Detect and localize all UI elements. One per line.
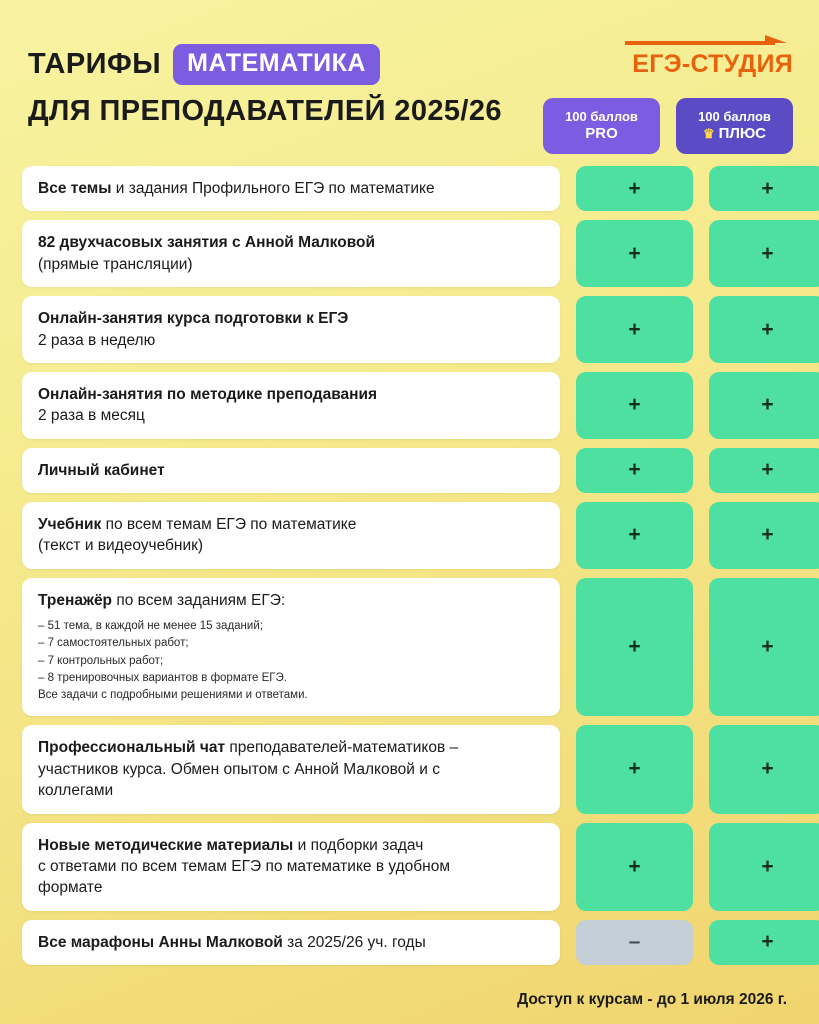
- table-row: [22, 448, 797, 493]
- feature-cell: [22, 166, 560, 211]
- plan-plus-name: ПЛЮС: [718, 124, 767, 142]
- feature-sub-item: – 8 тренировочных вариантов в формате ЕГЭ.: [38, 671, 287, 684]
- plan-header-row: [543, 98, 793, 154]
- feature-cell: [22, 725, 560, 813]
- feature-title-strong: Все темы: [38, 180, 112, 197]
- table-row: [22, 372, 797, 439]
- feature-sub-item: – 7 контрольных работ;: [38, 654, 164, 667]
- availability-cell-pro: +: [576, 578, 693, 717]
- feature-sub-item: – 7 самостоятельных работ;: [38, 637, 189, 650]
- feature-line-2: 2 раза в месяц: [38, 407, 145, 425]
- feature-rows: [22, 166, 797, 965]
- plan-header-pro[interactable]: [543, 98, 660, 154]
- brand-logo: [625, 34, 793, 79]
- subject-badge: МАТЕМАТИКА: [173, 44, 380, 85]
- availability-cell-pro: +: [576, 220, 693, 287]
- table-row: [22, 823, 797, 911]
- feature-sub-list: [38, 618, 544, 704]
- feature-line-3: формате: [38, 879, 103, 897]
- feature-title-rest: за 2025/26 уч. годы: [282, 933, 426, 951]
- page-title: [28, 44, 502, 128]
- availability-cell-plus: +: [709, 296, 819, 363]
- availability-cell-pro: +: [576, 725, 693, 813]
- table-row: [22, 920, 797, 965]
- plan-pro-bottom-label: [585, 125, 618, 142]
- availability-cell-plus: +: [709, 823, 819, 911]
- feature-line-2: (прямые трансляции): [38, 255, 193, 273]
- table-row: [22, 220, 797, 287]
- availability-cell-plus: +: [709, 578, 819, 717]
- title-main-text: ТАРИФЫ: [28, 48, 162, 80]
- feature-title: [38, 232, 544, 253]
- feature-title: [38, 514, 544, 535]
- feature-title-strong: Все марафоны Анны Малковой: [38, 933, 283, 951]
- feature-title-rest: преподавателей-математиков –: [225, 739, 459, 757]
- availability-cell-plus: +: [709, 220, 819, 287]
- feature-title: [38, 590, 544, 611]
- feature-title: [38, 932, 544, 953]
- feature-title: [38, 835, 544, 856]
- feature-cell: [22, 372, 560, 439]
- plan-plus-bottom-label: [703, 125, 766, 142]
- feature-line-2: с ответами по всем темам ЕГЭ по математике в удобном: [38, 857, 450, 875]
- feature-title-strong: Онлайн-занятия по методике преподавания: [38, 385, 378, 403]
- feature-title: [38, 178, 544, 199]
- feature-line-2: 2 раза в неделю: [38, 331, 156, 349]
- feature-cell: [22, 296, 560, 363]
- feature-title-strong: Учебник: [38, 516, 102, 533]
- feature-title-strong: Тренажёр: [38, 591, 113, 609]
- feature-cell: [22, 502, 560, 569]
- feature-title: [38, 737, 544, 758]
- feature-title-rest: и подборки задач: [293, 836, 424, 854]
- title-second-line: ДЛЯ ПРЕПОДАВАТЕЛЕЙ 2025/26: [28, 95, 502, 127]
- table-row: [22, 578, 797, 717]
- availability-cell-pro: +: [576, 823, 693, 911]
- feature-cell: [22, 920, 560, 965]
- feature-title-rest: по всем темам ЕГЭ по математике: [101, 516, 357, 533]
- feature-line-2: (текст и видеоучебник): [38, 537, 204, 555]
- feature-cell: [22, 448, 560, 493]
- plan-plus-top-label: 100 баллов: [698, 108, 771, 124]
- feature-title-strong: 82 двухчасовых занятия с Анной Малковой: [38, 234, 376, 252]
- availability-cell-pro: +: [576, 372, 693, 439]
- feature-title: [38, 384, 544, 405]
- availability-cell-plus: +: [709, 502, 819, 569]
- feature-line-2: участников курса. Обмен опытом с Анной Малковой и с: [38, 760, 440, 778]
- feature-sub-item: – 51 тема, в каждой не менее 15 заданий;: [38, 620, 263, 633]
- feature-title: [38, 460, 544, 481]
- table-row: [22, 725, 797, 813]
- brand-name: ЕГЭ-СТУДИЯ: [632, 50, 793, 78]
- feature-cell: [22, 220, 560, 287]
- plan-pro-top-label: 100 баллов: [565, 108, 638, 124]
- feature-cell: [22, 823, 560, 911]
- availability-cell-plus: +: [709, 920, 819, 965]
- page-header: [22, 26, 797, 156]
- availability-cell-pro: +: [576, 448, 693, 493]
- availability-cell-pro: +: [576, 502, 693, 569]
- table-row: [22, 166, 797, 211]
- arrow-right-icon: [625, 34, 793, 48]
- table-row: [22, 502, 797, 569]
- access-note: Доступ к курсам - до 1 июля 2026 г.: [517, 991, 787, 1008]
- table-row: [22, 296, 797, 363]
- feature-title-rest: и задания Профильного ЕГЭ по математике: [111, 180, 435, 197]
- feature-title-rest: по всем заданиям ЕГЭ:: [112, 591, 286, 609]
- feature-title-strong: Онлайн-занятия курса подготовки к ЕГЭ: [38, 310, 349, 328]
- title-first-line: [28, 44, 502, 85]
- availability-cell-plus: +: [709, 725, 819, 813]
- feature-title-strong: Личный кабинет: [38, 461, 165, 479]
- feature-title: [38, 308, 544, 329]
- availability-cell-pro: –: [576, 920, 693, 965]
- availability-cell-plus: +: [709, 166, 819, 211]
- availability-cell-pro: +: [576, 296, 693, 363]
- availability-cell-plus: +: [709, 372, 819, 439]
- plan-pro-name: PRO: [585, 124, 618, 142]
- feature-title-strong: Новые методические материалы: [38, 836, 294, 854]
- availability-cell-plus: +: [709, 448, 819, 493]
- crown-icon: ♛: [702, 125, 715, 141]
- feature-line-3: коллегами: [38, 782, 114, 800]
- feature-title-strong: Профессиональный чат: [38, 739, 226, 757]
- feature-sub-item: Все задачи с подробными решениями и ответами.: [38, 689, 308, 702]
- availability-cell-pro: +: [576, 166, 693, 211]
- feature-cell: [22, 578, 560, 717]
- plan-header-plus[interactable]: [676, 98, 793, 154]
